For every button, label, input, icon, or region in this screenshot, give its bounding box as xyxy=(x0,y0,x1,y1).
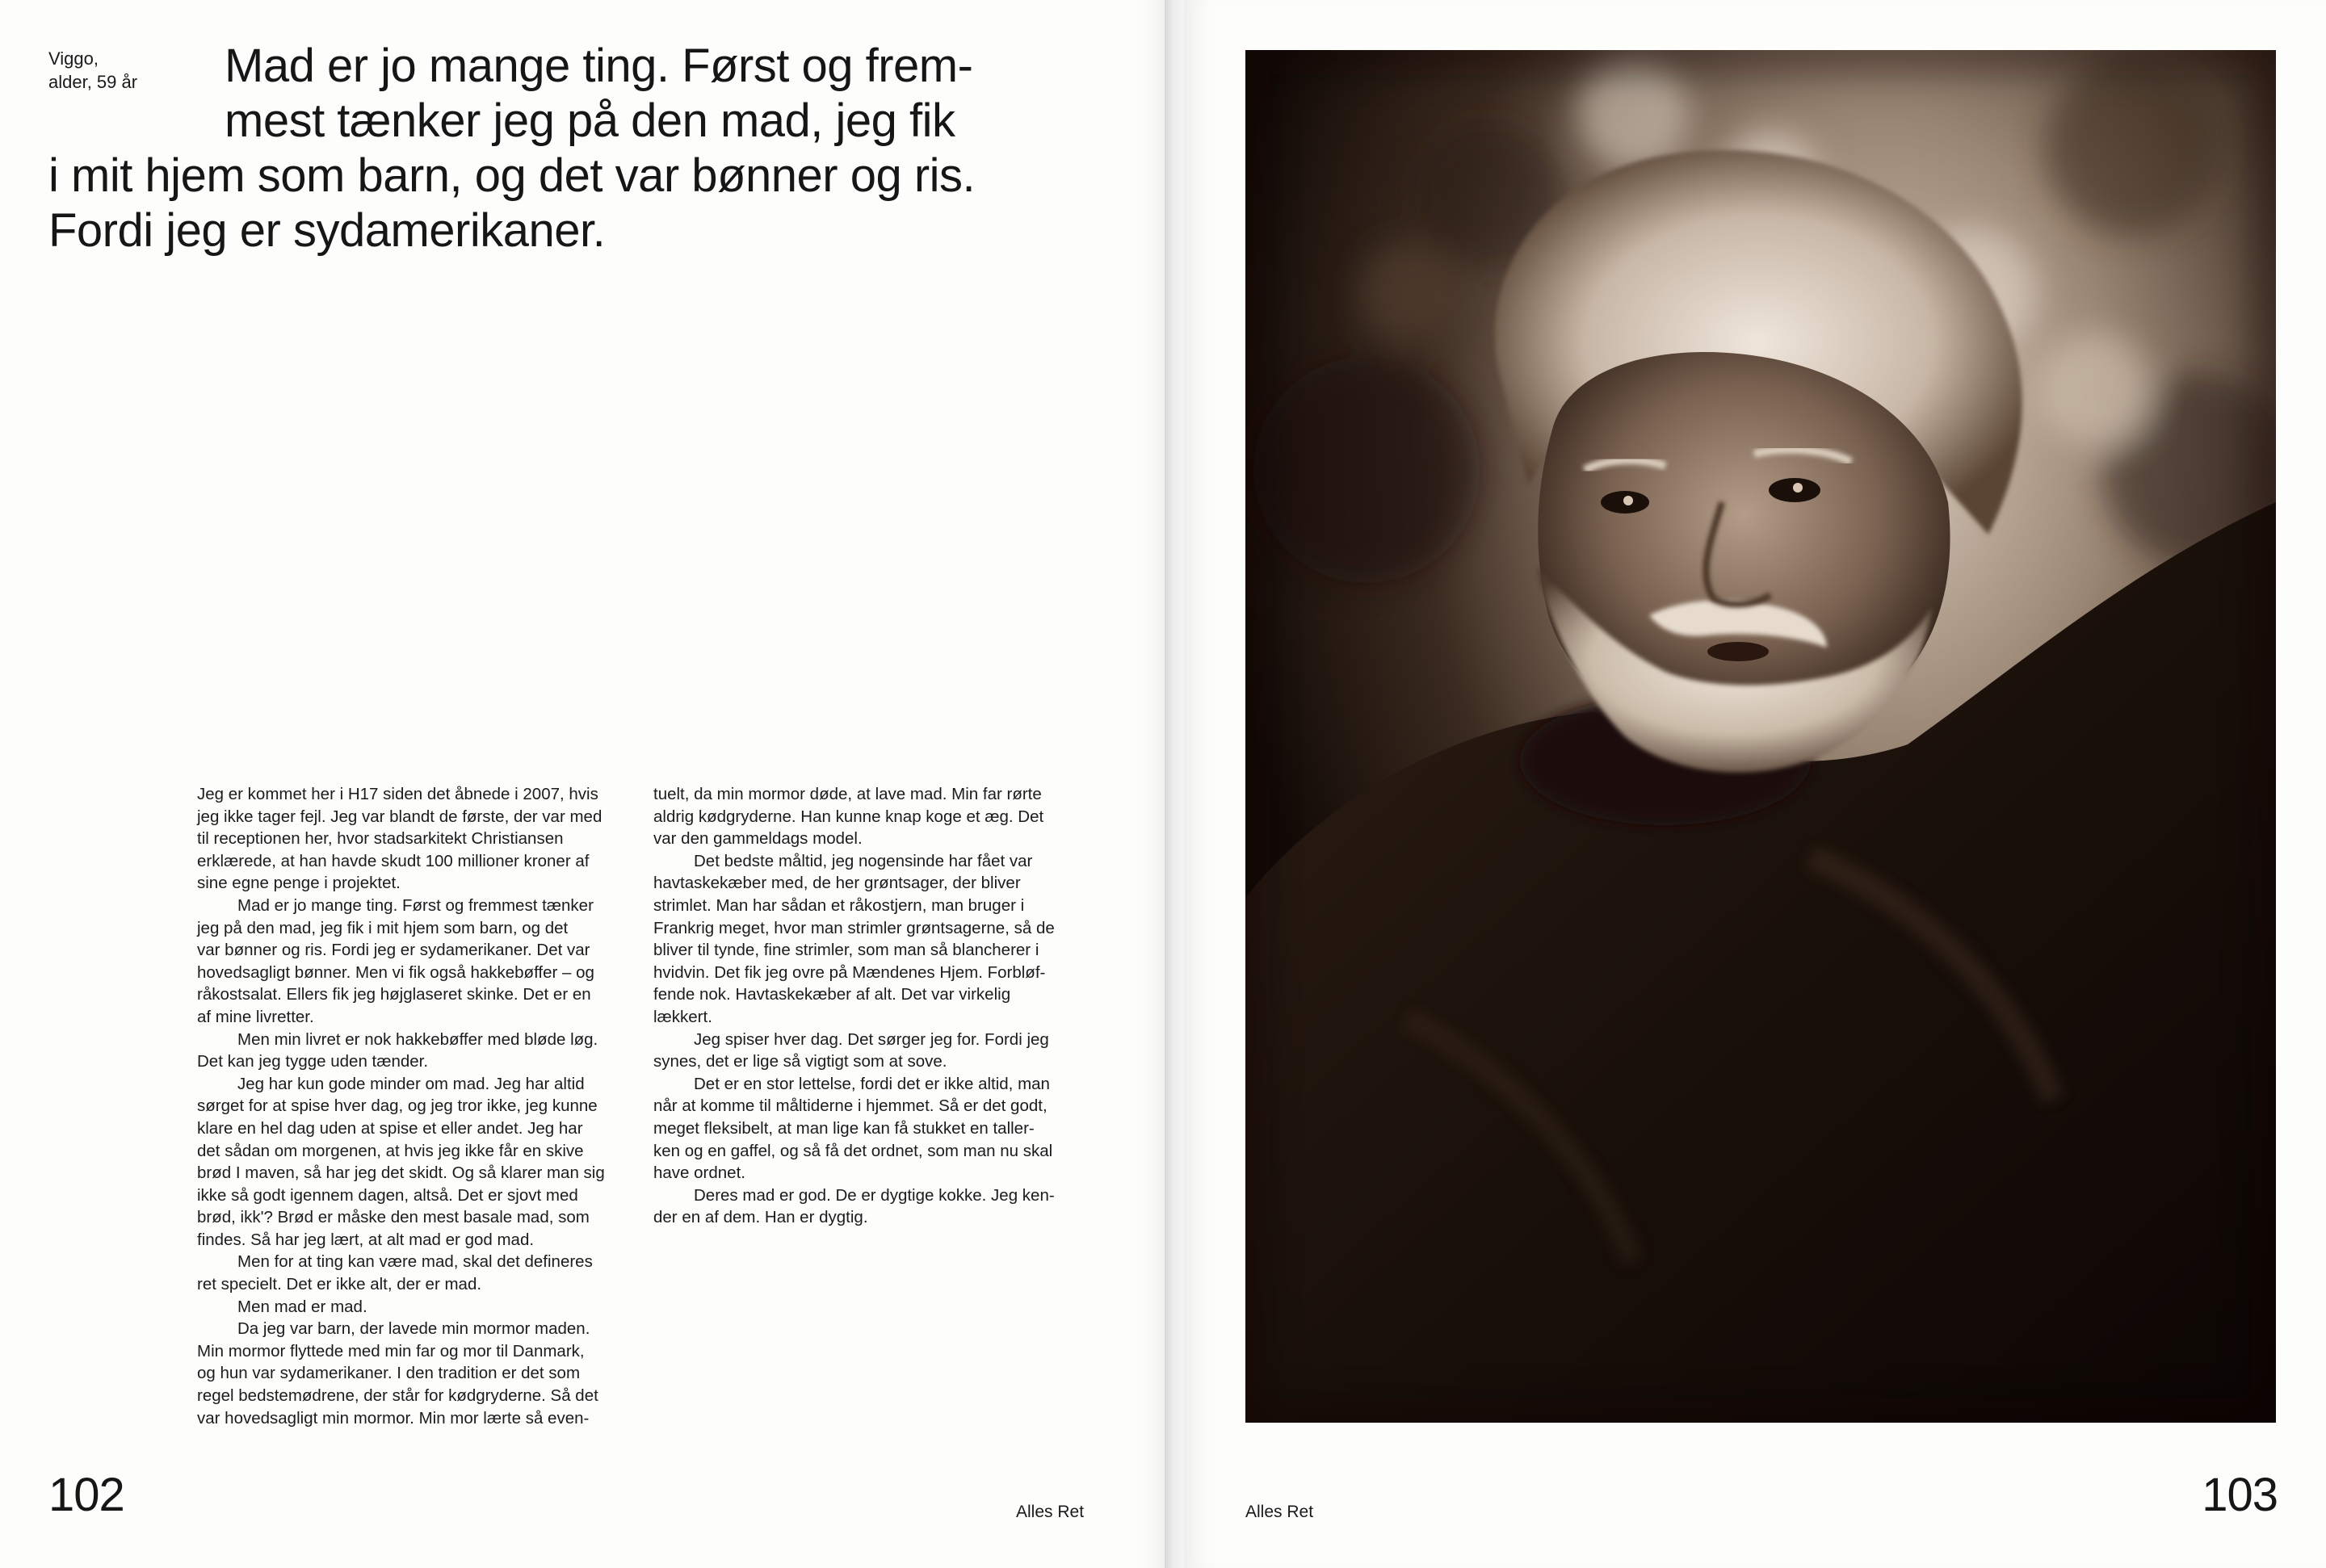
body-paragraph xyxy=(653,1073,1080,1184)
body-line: Jeg er kommet her i H17 siden det åbnede i 2007, hvis xyxy=(197,785,598,803)
body-line: var bønner og ris. Fordi jeg er sydamerikaner. Det var xyxy=(197,941,590,960)
body-line: have ordnet. xyxy=(653,1163,745,1183)
body-column-2 xyxy=(653,783,1080,1229)
spine-gutter xyxy=(1165,0,1184,1568)
body-line: Det bedste måltid, jeg nogensinde har fået var xyxy=(694,851,1033,870)
body-line: Det kan jeg tygge uden tænder. xyxy=(197,1052,429,1071)
body-line: erklærede, at han havde skudt 100 millioner kroner af xyxy=(197,851,590,870)
body-line: havtaskekæber med, de her grøntsager, der bliver xyxy=(653,874,1021,893)
body-paragraph xyxy=(197,1029,623,1073)
body-line: Frankrig meget, hvor man strimler grøntsagerne, så de xyxy=(653,918,1055,937)
body-line: jeg på den mad, jeg fik i mit hjem som barn, og det xyxy=(197,918,569,937)
body-line: til receptionen her, hvor stadsarkitekt Christiansen xyxy=(197,829,564,849)
pull-quote xyxy=(48,39,1131,258)
body-line: regel bedstemødrene, der står for kødgryderne. Så det xyxy=(197,1386,598,1406)
body-line: Min mormor flyttede med min far og mor til Danmark, xyxy=(197,1341,585,1360)
pull-quote-line: Fordi jeg er sydamerikaner. xyxy=(48,204,606,257)
body-paragraph xyxy=(197,1318,623,1429)
running-title: Alles Ret xyxy=(1016,1503,1085,1521)
running-title: Alles Ret xyxy=(1245,1503,1314,1521)
body-line: findes. Så har jeg lært, at alt mad er god mad. xyxy=(197,1230,535,1249)
body-line: var hovedsagligt min mormor. Min mor lærte så even- xyxy=(197,1408,590,1428)
body-paragraph xyxy=(197,783,623,895)
body-line: det sådan om morgenen, at hvis jeg ikke får en skive xyxy=(197,1141,584,1160)
body-line: Men min livret er nok hakkebøffer med bløde løg. xyxy=(237,1029,598,1049)
body-line: råkostsalat. Ellers fik jeg højglaseret skinke. Det er en xyxy=(197,985,591,1004)
body-line: Deres mad er god. De er dygtige kokke. Jeg ken- xyxy=(694,1185,1055,1205)
body-line: aldrig kødgryderne. Han kunne knap koge et æg. Det xyxy=(653,807,1044,826)
body-paragraph xyxy=(653,850,1080,1029)
page-number: 102 xyxy=(48,1469,124,1521)
body-line: brød I maven, så har jeg det skidt. Og så klarer man sig xyxy=(197,1163,605,1183)
body-line: Jeg spiser hver dag. Det sørger jeg for. Fordi jeg xyxy=(694,1029,1049,1049)
body-line: når at komme til måltiderne i hjemmet. Så er det godt, xyxy=(653,1096,1048,1116)
body-paragraph xyxy=(197,1296,623,1319)
byline-age: alder, 59 år xyxy=(48,72,138,92)
body-line: Da jeg var barn, der lavede min mormor maden. xyxy=(237,1319,590,1339)
body-line: bliver til tynde, fine strimler, som man så blancherer i xyxy=(653,941,1039,960)
body-line: Jeg har kun gode minder om mad. Jeg har altid xyxy=(237,1074,585,1093)
body-line: sørget for at spise hver dag, og jeg tror ikke, jeg kunne xyxy=(197,1096,598,1116)
body-line: meget fleksibelt, at man lige kan få stukket en taller- xyxy=(653,1118,1035,1138)
body-line: Men for at ting kan være mad, skal det defineres xyxy=(237,1252,593,1272)
body-paragraph xyxy=(653,783,1080,850)
body-line: Det er en stor lettelse, fordi det er ikke altid, man xyxy=(694,1074,1050,1093)
body-line: strimlet. Man har sådan et råkostjern, man bruger i xyxy=(653,895,1025,915)
body-line: sine egne penge i projektet. xyxy=(197,874,401,893)
body-line: Mad er jo mange ting. Først og fremmest tænker xyxy=(237,895,594,915)
body-line: hovedsagligt bønner. Men vi fik også hakkebøffer – og xyxy=(197,962,594,982)
page-number: 103 xyxy=(2202,1469,2278,1521)
byline-name: Viggo, xyxy=(48,48,99,69)
body-line: jeg ikke tager fejl. Jeg var blandt de første, der var med xyxy=(197,807,602,826)
body-line: og hun var sydamerikaner. I den tradition er det som xyxy=(197,1364,581,1383)
body-line: Men mad er mad. xyxy=(237,1297,367,1316)
body-line: brød, ikk'? Brød er måske den mest basale mad, som xyxy=(197,1208,590,1227)
body-paragraph xyxy=(197,1073,623,1251)
body-line: ret specielt. Det er ikke alt, der er mad. xyxy=(197,1275,482,1294)
pull-quote-line: Mad er jo mange ting. Først og frem- xyxy=(225,40,973,92)
body-line: hvidvin. Det fik jeg ovre på Mændenes Hjem. Forbløf- xyxy=(653,962,1046,982)
body-column-1 xyxy=(197,783,623,1429)
right-page xyxy=(1184,0,2326,1568)
portrait-photo xyxy=(1245,50,2276,1423)
body-line: ken og en gaffel, og så få det ordnet, som man nu skal xyxy=(653,1141,1053,1160)
body-line: ikke så godt igennem dagen, altså. Det er sjovt med xyxy=(197,1185,578,1205)
body-paragraph xyxy=(197,1251,623,1295)
pull-quote-line: mest tænker jeg på den mad, jeg fik xyxy=(225,94,955,147)
body-line: fende nok. Havtaskekæber af alt. Det var virkelig xyxy=(653,985,1011,1004)
body-paragraph xyxy=(653,1029,1080,1073)
body-paragraph xyxy=(653,1184,1080,1229)
body-line: var den gammeldags model. xyxy=(653,829,863,849)
pull-quote-line: i mit hjem som barn, og det var bønner og ris. xyxy=(48,149,976,202)
body-paragraph xyxy=(197,895,623,1029)
body-line: klare en hel dag uden at spise et eller andet. Jeg har xyxy=(197,1118,583,1138)
body-line: tuelt, da min mormor døde, at lave mad. Min far rørte xyxy=(653,785,1042,803)
body-line: lækkert. xyxy=(653,1007,712,1026)
body-line: der en af dem. Han er dygtig. xyxy=(653,1208,868,1227)
body-line: synes, det er lige så vigtigt som at sove. xyxy=(653,1052,947,1071)
body-line: af mine livretter. xyxy=(197,1007,314,1026)
